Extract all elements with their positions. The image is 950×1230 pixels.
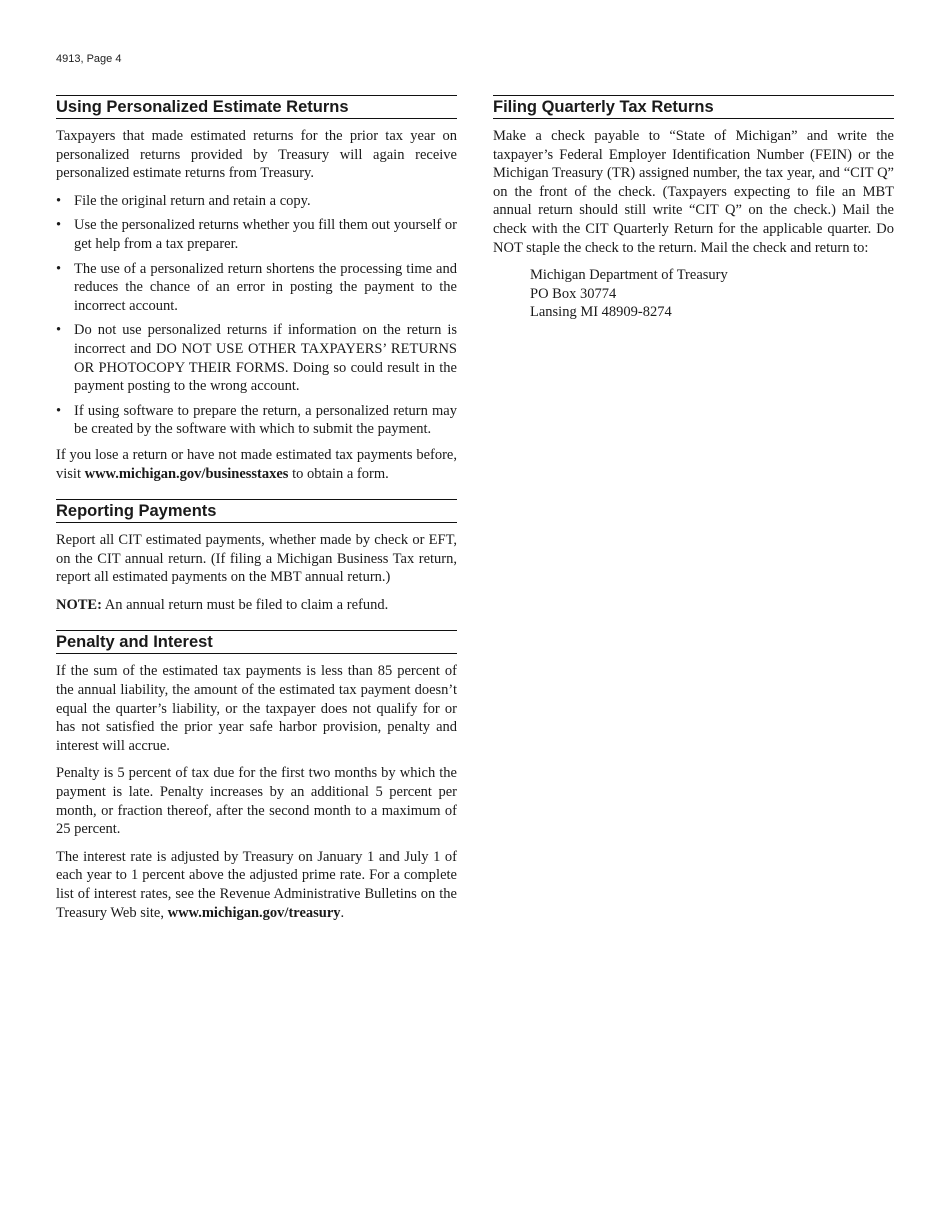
treasury-link[interactable]: www.michigan.gov/treasury [167,904,341,921]
left-column [56,95,457,931]
page-label: 4913, Page 4 [56,53,122,65]
bullet-item: • Use the personalized returns whether you fill them out yourself or get help from a tax preparer. [56,217,457,252]
address-line: Michigan Department of Treasury [530,267,728,284]
penalty-paragraph-1: If the sum of the estimated tax payments is less than 85 percent of the annual liability, the amount of the estimated tax payment doesn’t equal the quarter’s liability, or the taxpayer does not qualify for or has not satisfied the prior year safe harbor provision, penalty and interest will accrue. [56,663,457,754]
personalized-heading: Using Personalized Estimate Returns [56,95,457,119]
bullet-item: • File the original return and retain a copy. [56,192,311,209]
reporting-heading: Reporting Payments [56,499,457,523]
bullet-item: • If using software to prepare the return, a personalized return may be created by the software with which to submit the payment. [56,402,457,438]
mailing-address [493,266,894,322]
businesstaxes-link[interactable]: www.michigan.gov/businesstaxes [84,465,289,482]
bullet-icon: • [56,260,62,277]
personalized-bullet-list [56,192,457,439]
personalized-intro: Taxpayers that made estimated returns for the prior tax year on personalized returns provided by Treasury will again receive personalized estimate returns from Treasury. [56,128,457,182]
note-label: NOTE: [56,596,102,613]
note-paragraph: NOTE: An annual return must be filed to claim a refund. [56,596,389,613]
reporting-paragraph: Report all CIT estimated payments, whether made by check or EFT, on the CIT annual return. (If filing a Michigan Business Tax return, report all estimated payments on the MBT annual return.) [56,532,457,586]
penalty-paragraph-2: Penalty is 5 percent of tax due for the first two months by which the payment is late. Penalty increases by an additional 5 percent per month, or fraction thereof, after the second month to a maximum of 25 percent. [56,765,457,838]
bullet-item: • Do not use personalized returns if information on the return is incorrect and DO NOT USE OTHER TAXPAYERS’ RETURNS OR PHOTOCOPY THEIR FORMS. Doing so could result in the payment posting to the wrong account. [56,322,457,395]
lose-return-paragraph: If you lose a return or have not made estimated tax payments before, visit www.michigan.gov/businesstaxes to obtain a form. [56,446,457,482]
filing-heading: Filing Quarterly Tax Returns [493,95,894,119]
penalty-heading: Penalty and Interest [56,630,457,654]
bullet-icon: • [56,322,62,339]
bullet-icon: • [56,217,62,234]
interest-paragraph: The interest rate is adjusted by Treasury on January 1 and July 1 of each year to 1 percent above the adjusted prime rate. For a complete list of interest rates, see the Revenue Administrative Bulletins on the Treasury Web site, www.michigan.gov/treasury. [56,848,457,921]
right-column [493,95,894,322]
filing-paragraph: Make a check payable to “State of Michigan” and write the taxpayer’s Federal Employer Identification Number (FEIN) or the Michigan Treasury (TR) assigned number, the tax year, and “CIT Q” on the front of the check. (Taxpayers expecting to file an MBT annual return should still write “CIT Q” on the check.) Mail the check with the CIT Quarterly Return for the applicable quarter. Do NOT staple the check to the return. Mail the check and return to: [493,128,894,256]
address-line: PO Box 30774 [530,285,617,302]
bullet-icon: • [56,402,62,419]
bullet-item: • The use of a personalized return shortens the processing time and reduces the chance of an error in posting the payment to the incorrect account. [56,260,457,314]
address-line: Lansing MI 48909-8274 [530,304,672,321]
bullet-icon: • [56,192,62,209]
